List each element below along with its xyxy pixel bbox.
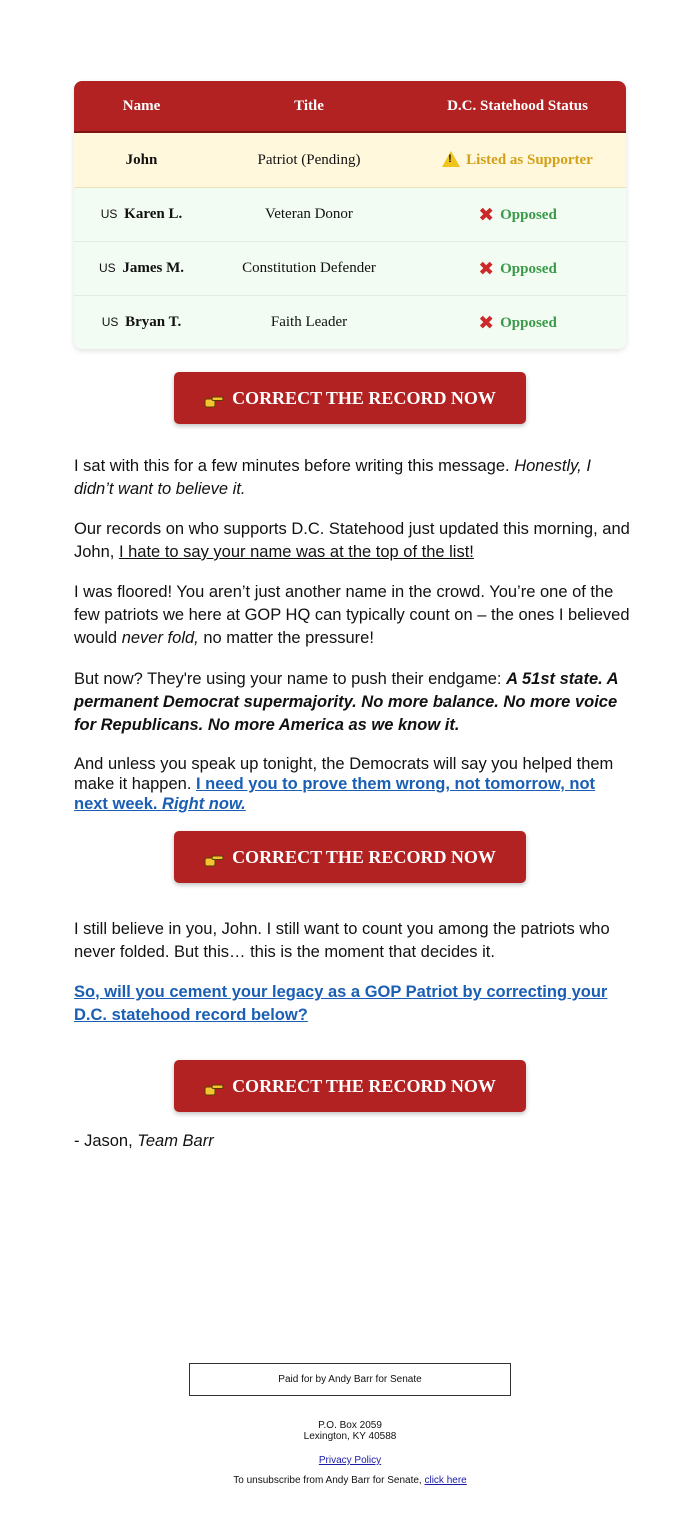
row-title: Faith Leader (270, 314, 348, 330)
unsubscribe-link[interactable]: click here (424, 1475, 467, 1486)
bold-emphasis-text: A 51st state. A permanent Democrat supermajority. No more balance. No more voice for Republicans. No more America as we know it. (74, 670, 618, 734)
table-row (74, 133, 626, 188)
correct-record-button-1[interactable] (174, 372, 526, 424)
row-title: Patriot (Pending) (257, 151, 361, 168)
row-name (74, 314, 209, 331)
link-text: I need you to prove them wrong, not tomorrow, not next week. (74, 775, 596, 813)
name-text: James M. (122, 260, 185, 276)
pointing-hand-icon (204, 394, 224, 408)
mailing-address (0, 1420, 700, 1442)
flag-icon: US (100, 207, 118, 221)
paragraph-4 (74, 668, 630, 737)
flag-icon: US (101, 315, 119, 329)
header-title: Title (294, 97, 324, 114)
button-label: CORRECT THE RECORD NOW (232, 1075, 496, 1096)
text: I sat with this for a few minutes before writing this message. (74, 457, 515, 475)
underlined-text: I hate to say your name was at the top of the list! (118, 543, 474, 561)
paragraph-6: I still believe in you, John. I still want to count you among the patriots who never folded. But this… this is the moment that decides it. (74, 920, 610, 961)
button-label: CORRECT THE RECORD NOW (232, 387, 496, 408)
table-row (74, 242, 626, 296)
row-status (409, 312, 626, 334)
correct-record-button-2[interactable] (174, 831, 526, 883)
emphasis-text: never fold, (121, 629, 199, 647)
unsubscribe-text: To unsubscribe from Andy Barr for Senate, (233, 1475, 425, 1486)
paragraph-1 (74, 455, 630, 501)
text: I was floored! You aren’t just another name in the crowd. You’re one of the few patriots we here at GOP HQ can typically count on – the ones I believed would (74, 583, 630, 647)
status-text: Opposed (500, 260, 557, 277)
table-header (74, 81, 626, 133)
paid-for-disclaimer: Paid for by Andy Barr for Senate (189, 1363, 511, 1396)
pointing-hand-icon (204, 853, 224, 867)
text: And unless you speak up tonight, the Democrats will say you helped them make it happen. (74, 755, 614, 793)
privacy-policy-row (0, 1455, 700, 1466)
emphasis-text: Honestly, I didn’t want to believe it. (74, 457, 591, 498)
row-title: Veteran Donor (265, 206, 353, 222)
flag-icon: US (98, 261, 116, 275)
statehood-status-table (74, 81, 626, 349)
table-row (74, 188, 626, 242)
cement-legacy-link[interactable]: So, will you cement your legacy as a GOP Patriot by correcting your D.C. statehood record below? (74, 983, 608, 1024)
signature (74, 1130, 630, 1153)
address-line-2: Lexington, KY 40588 (303, 1431, 397, 1442)
x-mark-icon: ✖ (478, 311, 495, 334)
table-row (74, 296, 626, 349)
x-mark-icon: ✖ (478, 257, 495, 280)
paragraph-7 (74, 981, 630, 1027)
row-name (74, 260, 209, 277)
row-title: Constitution Defender (242, 260, 376, 276)
pointing-hand-icon (204, 1082, 224, 1096)
row-name (74, 206, 209, 223)
status-text: Listed as Supporter (466, 152, 593, 168)
warning-icon (442, 151, 460, 167)
status-text: Opposed (500, 314, 557, 331)
correct-record-button-3[interactable] (174, 1060, 526, 1112)
row-status (409, 204, 626, 226)
unsubscribe-row (0, 1475, 700, 1486)
row-status (409, 258, 626, 280)
name-text: John (125, 151, 158, 168)
row-name (74, 152, 209, 169)
paragraph-5 (74, 754, 630, 814)
text: But now? They're using your name to push their endgame: (74, 670, 507, 688)
paragraph-3 (74, 581, 630, 650)
x-mark-icon: ✖ (478, 203, 495, 226)
privacy-policy-link[interactable]: Privacy Policy (318, 1455, 382, 1466)
paragraph-2 (74, 518, 630, 564)
name-text: Bryan T. (125, 314, 182, 330)
address-line-1: P.O. Box 2059 (318, 1420, 382, 1431)
text: Our records on who supports D.C. Statehood just updated this morning, and John, (74, 520, 630, 561)
text: - Jason, (74, 1132, 138, 1150)
status-text: Opposed (500, 206, 557, 223)
button-label: CORRECT THE RECORD NOW (232, 846, 496, 867)
header-status: D.C. Statehood Status (447, 97, 588, 114)
text: no matter the pressure! (198, 629, 374, 647)
row-status (409, 151, 626, 169)
link-emphasis-text: Right now. (162, 795, 246, 813)
name-text: Karen L. (124, 206, 183, 222)
header-name: Name (122, 97, 161, 114)
emphasis-text: Team Barr (137, 1132, 214, 1150)
